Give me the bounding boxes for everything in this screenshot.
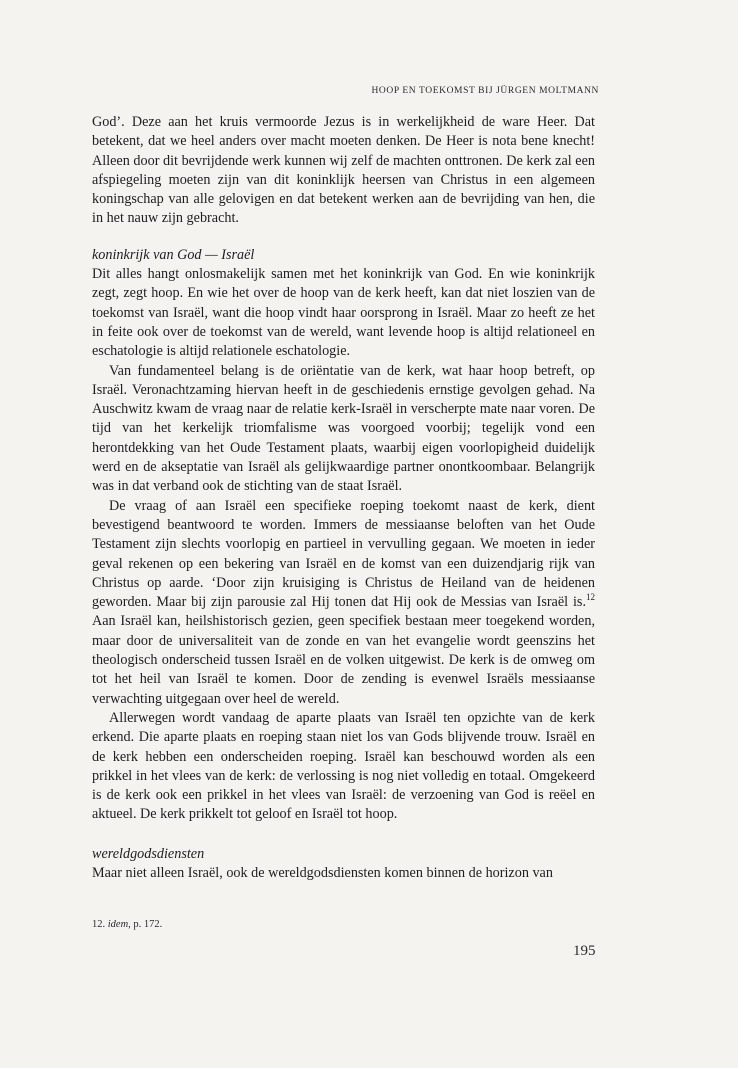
footnote — [92, 919, 162, 930]
paragraph: Dit alles hangt onlosmakelijk samen met het koninkrijk van God. En wie koninkrijk zegt, zegt hoop. En wie het over de hoop van de kerk heeft, kan dat niet loszien van de toekomst van Israël, want die hoop vindt haar oorsprong in Israël. Maar zo heeft ze het in feite ook over de toekomst van de wereld, want levende hoop is altijd relationeel en eschatologie is altijd relationele eschatologie. — [92, 266, 595, 360]
paragraph-text: Aan Israël kan, heilshistorisch gezien, geen specifiek bestaan meer toegekend worden, maar door de universaliteit van de zonde en van het evangelie wordt geenszins het theologisch onderscheid tussen Israël en de volken uitgewist. De kerk is de omweg om tot het heil van Israël te komen. Door de zending is evenwel Israëls messiaanse verwachting uitgegaan over heel de wereld. — [92, 613, 595, 707]
footnote-title: idem — [107, 919, 129, 930]
paragraph — [92, 497, 595, 709]
paragraph: God’. Deze aan het kruis vermoorde Jezus is in werkelijkheid de ware Heer. Dat betekent, dat we heel anders over macht moeten denken. De Heer is nota bene knecht! Alleen door dit bevrijdende werk kunnen wij zelf de machten onttronen. De kerk zal een afspiegeling moeten zijn van dit koninklijk heersen van Christus in een algemeen koningschap van alle gelovigen en dat betekent werken aan de bevrijding van hen, die in het nauw zijn gebracht. — [92, 114, 595, 227]
paragraph: Van fundamenteel belang is de oriëntatie van de kerk, wat haar hoop betreft, op Israël. Veronachtzaming hiervan heeft in de geschiedenis ernstige gevolgen gehad. Na Auschwitz kwam de vraag naar de relatie kerk-Israël in verscherpte mate naar voren. De tijd van het kerkelijk triomfalisme was voorgoed voorbij; tegelijk vond een herontdekking van het Oude Testament plaats, waarbij eigen voorlopigheid duidelijk werd en de akseptatie van Israël als gelijkwaardige partner onontkoombaar. Belangrijk was in dat verband ook de stichting van de staat Israël. — [92, 362, 595, 495]
paragraph: Allerwegen wordt vandaag de aparte plaats van Israël ten opzichte van de kerk erkend. Die aparte plaats en roeping staan niet los van Gods blijvende trouw. Israël en de kerk hebben een onderscheiden roeping. Israël kan beschouwd worden als een prikkel in het vlees van de kerk: de verlossing is nog niet volledig en totaal. Omgekeerd is de kerk ook een prikkel in het vlees van Israël: de verzoening van God is reëel en aktueel. De kerk prikkelt tot geloof en Israël tot hoop. — [92, 709, 595, 823]
running-head: HOOP EN TOEKOMST BIJ JÜRGEN MOLTMANN — [371, 86, 599, 96]
paragraph-text: De vraag of aan Israël een specifieke roeping toekomt naast de kerk, dient bevestigend beantwoord te worden. Immers de messiaanse beloften van het Oude Testament zijn slechts voorlopig en partieel in vervulling gegaan. We moeten in ieder geval rekenen op een bekering van Israël en de komst van een duizendjarig rijk van Christus op aarde. ‘Door zijn kruisiging is Christus de Heiland van de heidenen geworden. Maar bij zijn parousie zal Hij tonen dat Hij ook de Messias van Israël is. — [92, 497, 595, 611]
section-heading: koninkrijk van God — Israël — [92, 246, 255, 263]
footnote-reference: 12 — [586, 592, 595, 603]
paragraph: Maar niet alleen Israël, ook de wereldgodsdiensten komen binnen de horizon van — [92, 864, 553, 881]
section-heading: wereldgodsdiensten — [92, 845, 205, 862]
page-number: 195 — [573, 943, 596, 959]
body-text — [92, 113, 595, 883]
footnote-number: 12. — [92, 919, 106, 930]
footnote-reference-text: , p. 172. — [128, 919, 163, 930]
